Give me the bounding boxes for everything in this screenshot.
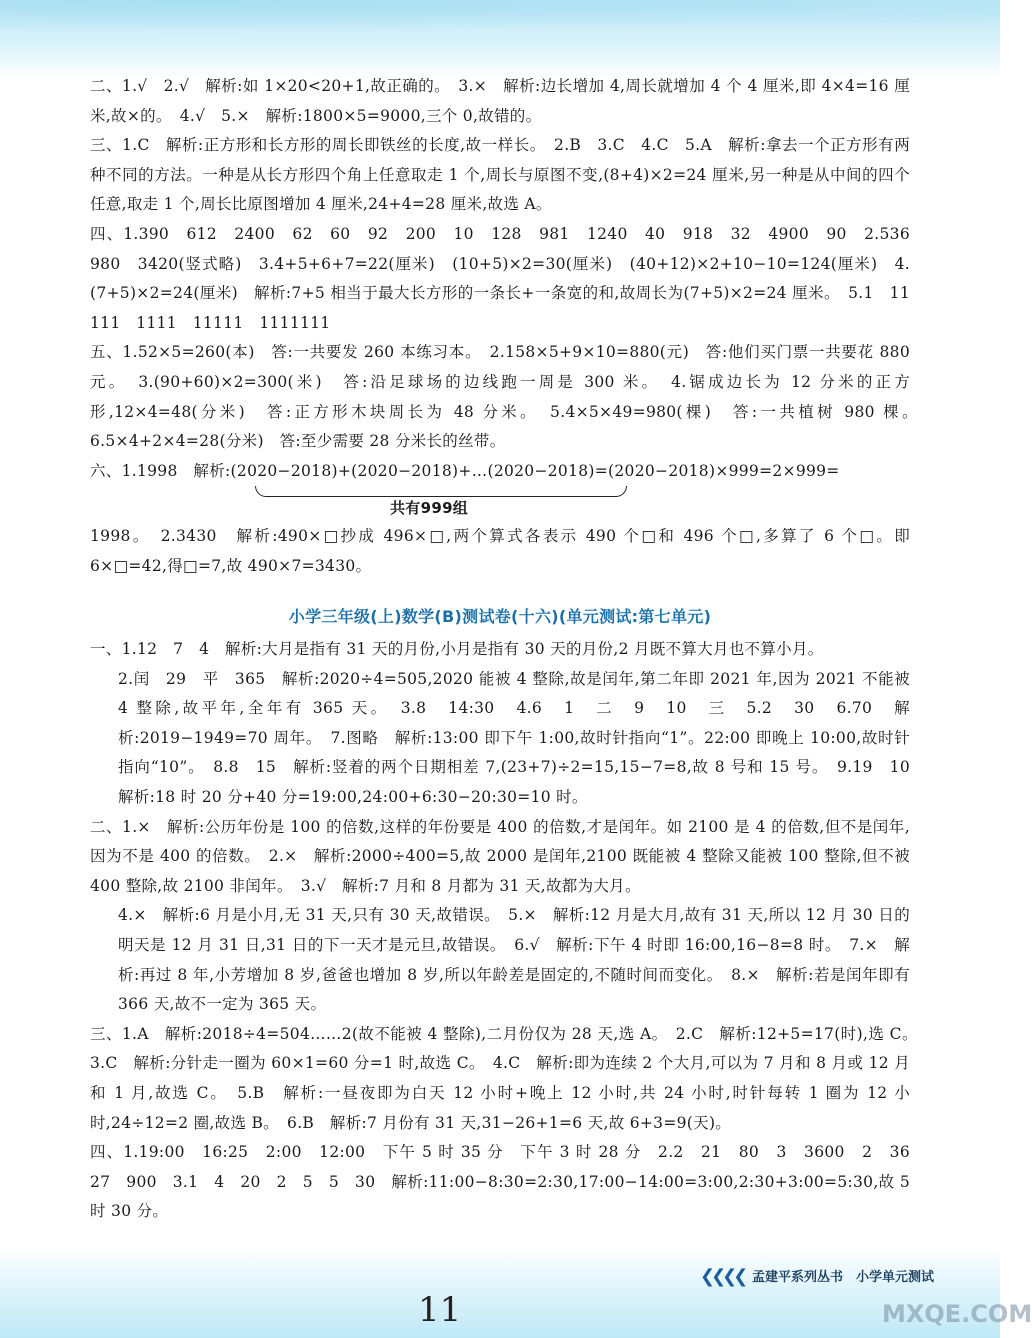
answer-part-4: 四、1.390 612 2400 62 60 92 200 10 128 981 1240 40 918 32 4900 90 2.536 980 3420(竖式略) 3.4+5+6+7=22(厘米) (10+5)×2=30(厘米) (40+12)×2+10−10=124(厘米) 4.(7+5)×2=24(厘米) 解析:7+5 相当于最大长方形的一条长+一条宽的和,故周长为(7+5)×2=24 厘米。 5.1 11 111 1111 11111 1111111 [90,224,926,332]
unit7-part-4: 四、1.19:00 16:25 2:00 12:00 下午 5 时 35 分 下午 3 时 28 分 2.2 21 80 3 3600 2 36 27 900 3.1 4 20 2 5 5 30 解析:11:00−8:30=2:30,17:00−14:00=3:00,2:30+3:00=5:30,故 5 时 30 分。 [90,1143,926,1221]
top-decoration [0,0,1000,78]
answer-part-6 [90,457,910,582]
answer-part-2: 二、1.√ 2.√ 解析:如 1×20<20+1,故正确的。 3.× 解析:边长增加 4,周长就增加 4 个 4 厘米,即 4×4=16 厘米,故×的。 4.√ 5.× 解析:1800×5=9000,三个 0,故错的。 [90,77,910,125]
series-label: 孟建平系列丛书 小学单元测试 [752,1270,935,1285]
answer-content [90,72,926,1227]
answer-part-3: 三、1.C 解析:正方形和长方形的周长即铁丝的长度,故一样长。 2.B 3.C 4.C 5.A 解析:拿去一个正方形有两种不同的方法。一种是从长方形四个角上任意取走 1 个,周长与原图不变,(8+4)×2=24 厘米,另一种是从中间的四个任意,取走 1 个,周长比原图增加 4 厘米,24+4=28 厘米,故选 A。 [90,136,910,214]
unit7-part-1-rest: 2.闰 29 平 365 解析:2020÷4=505,2020 能被 4 整除,故是闰年,第二年即 2021 年,因为 2021 不能被 4 整除,故平年,全年有 365 天。 3.8 14:30 4.6 1 二 9 10 三 5.2 30 6.70 解析:2019−1949=70 周年。 7.图略 解析:13:00 即下午 1:00,故时针指向“1”。22:00 即晚上 10:00,故时针指向“10”。 8.8 15 解析:竖着的两个日期相差 7,(23+7)÷2=15,15−7=8,故 8 号和 15 号。 9.19 10 解析:18 时 20 分+40 分=19:00,24:00+6:30−20:30=10 时。 [118,669,926,807]
answer-part-5: 五、1.52×5=260(本) 答:一共要发 260 本练习本。 2.158×5+9×10=880(元) 答:他们买门票一共要花 880 元。 3.(90+60)×2=300(米) 答:沿足球场的边线跑一周是 300 米。 4.锯成边长为 12 分米的正方形,12×4=48(分米) 答:正方形木块周长为 48 分米。 5.4×5×49=980(棵) 答:一共植树 980 棵。 6.5×4+2×4=28(分米) 答:至少需要 28 分米长的丝带。 [90,343,926,451]
page-number: 11 [418,1290,462,1330]
answer-part-6-line1: 六、1.1998 解析:(2020−2018)+(2020−2018)+…(2020−2018)=(2020−2018)×999=2×999= [90,461,840,480]
unit7-part-2-first: 二、1.× 解析:公历年份是 100 的倍数,这样的年份要是 400 的倍数,才是闰年。如 2100 是 4 的倍数,但不是闰年,因为不是 400 的倍数。 2.× 解析:2000÷400=5,故 2000 是闰年,2100 既能被 4 整除又能被 100 整除,但不被 400 整除,故 2100 非闰年。 3.√ 解析:7 月和 8 月都为 31 天,故都为大月。 [90,817,910,895]
unit7-part-3: 三、1.A 解析:2018÷4=504……2(故不能被 4 整除),二月份仅为 28 天,选 A。 2.C 解析:12+5=17(时),选 C。 3.C 解析:分针走一圈为 60×1=60 分=1 时,故选 C。 4.C 解析:即为连续 2 个大月,可以为 7 月和 8 月或 12 月和 1 月,故选 C。 5.B 解析:一昼夜即为白天 12 小时+晚上 12 小时,共 24 小时,时针每转 1 圈为 12 小时,24÷12=2 圈,故选 B。 6.B 解析:7 月份有 31 天,31−26+1=6 天,故 6+3=9(天)。 [90,1024,926,1132]
answer-part-6-rest: 1998。 2.3430 解析:490×□抄成 496×□,两个算式各表示 490 个□和 496 个□,多算了 6 个□。即 6×□=42,得□=7,故 490×7=3430。 [90,527,910,575]
unit7-part-2-rest: 4.× 解析:6 月是小月,无 31 天,只有 30 天,故错误。 5.× 解析:12 月是大月,故有 31 天,所以 12 月 30 日的明天是 12 月 31 日,31 日的下一天才是元旦,故错误。 6.√ 解析:下午 4 时即 16:00,16−8=8 时。 7.× 解析:再过 8 年,小芳增加 8 岁,爸爸也增加 8 岁,所以年龄差是固定的,不随时间而变化。 8.× 解析:若是闰年即有 366 天,故不一定为 365 天。 [118,906,910,1014]
unit7-part-1-first: 一、1.12 7 4 解析:大月是指有 31 天的月份,小月是指有 30 天的月份,2 月既不算大月也不算小月。 [90,640,824,659]
arrow-icon: ❮❮❮❮ [700,1266,745,1287]
brace-annotation [90,486,910,522]
brace-note: 共有999组 [390,499,469,518]
section-title: 小学三年级(上)数学(B)测试卷(十六)(单元测试:第七单元) [288,606,712,626]
watermark: MXQE.COM [882,1300,1032,1328]
bottom-decoration [0,1248,1000,1338]
